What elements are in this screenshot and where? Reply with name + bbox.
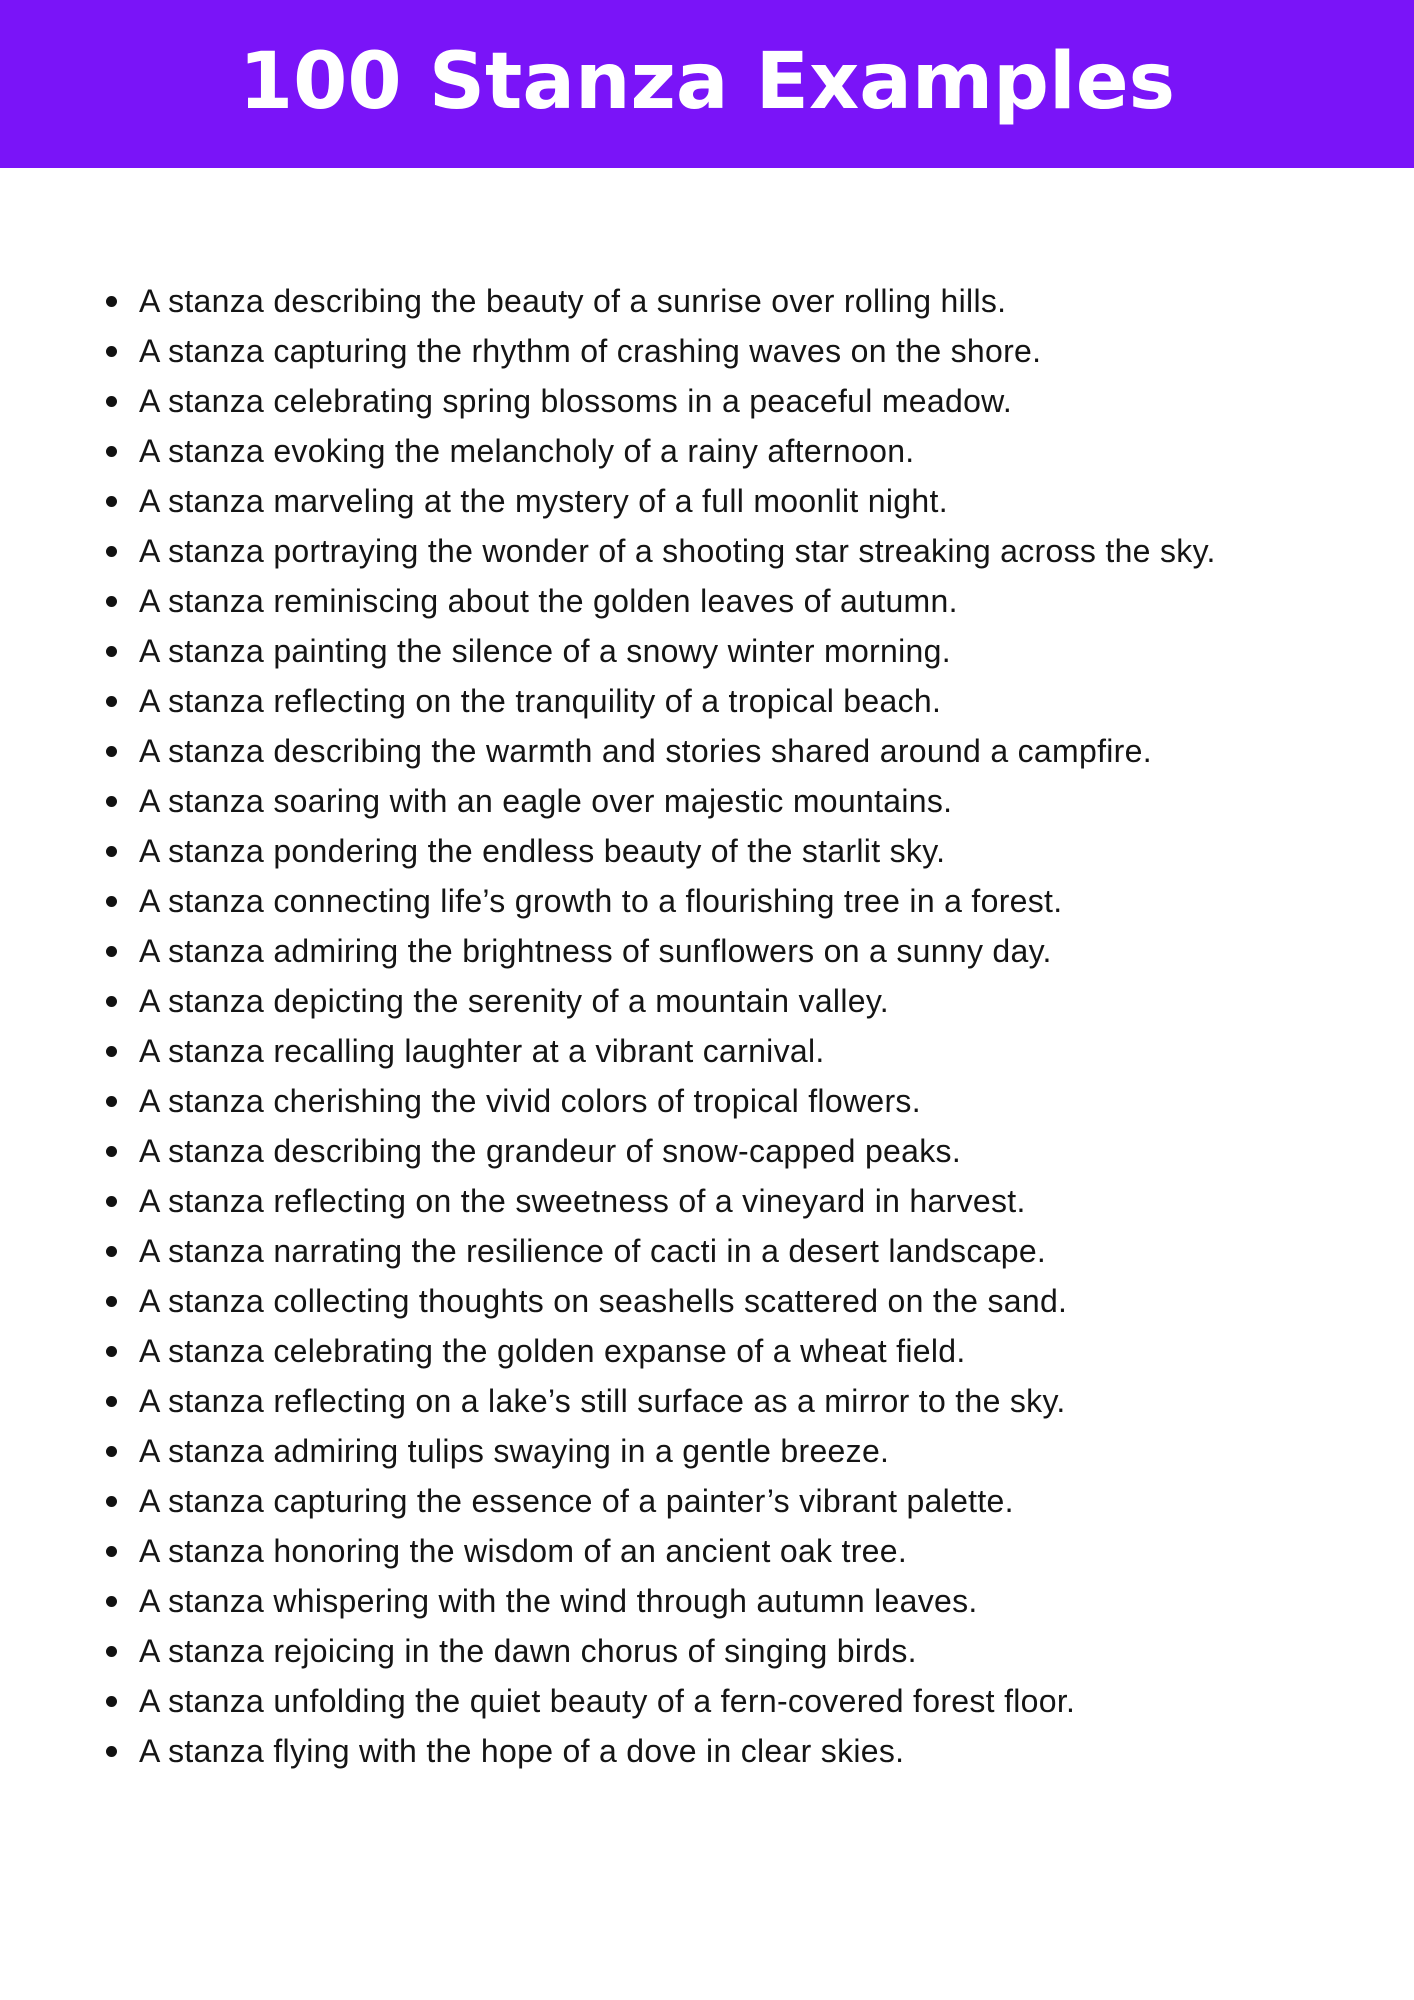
list-item-text: A stanza reminiscing about the golden leaves of autumn.	[139, 583, 958, 619]
bullet-icon	[106, 1646, 117, 1657]
list-item-text: A stanza flying with the hope of a dove in clear skies.	[139, 1733, 905, 1769]
list-item-text: A stanza narrating the resilience of cacti in a desert landscape.	[139, 1233, 1047, 1269]
bullet-icon	[106, 996, 117, 1007]
bullet-icon	[106, 1496, 117, 1507]
list-item	[0, 1726, 1414, 1776]
list-item-text: A stanza whispering with the wind through autumn leaves.	[139, 1583, 978, 1619]
bullet-icon	[106, 546, 117, 557]
list-item	[0, 1426, 1414, 1476]
list-item-text: A stanza celebrating spring blossoms in a peaceful meadow.	[139, 383, 1013, 419]
stanza-examples-list	[0, 276, 1414, 1776]
list-item-text: A stanza depicting the serenity of a mountain valley.	[139, 983, 889, 1019]
list-item-text: A stanza describing the beauty of a sunrise over rolling hills.	[139, 283, 1007, 319]
list-item-text: A stanza rejoicing in the dawn chorus of singing birds.	[139, 1633, 917, 1669]
list-item-text: A stanza soaring with an eagle over majestic mountains.	[139, 783, 953, 819]
list-item	[0, 776, 1414, 826]
bullet-icon	[106, 1396, 117, 1407]
list-item	[0, 326, 1414, 376]
list-item	[0, 376, 1414, 426]
bullet-icon	[106, 346, 117, 357]
bullet-icon	[106, 446, 117, 457]
bullet-icon	[106, 396, 117, 407]
bullet-icon	[106, 1296, 117, 1307]
bullet-icon	[106, 1046, 117, 1057]
bullet-icon	[106, 946, 117, 957]
bullet-icon	[106, 296, 117, 307]
bullet-icon	[106, 1196, 117, 1207]
list-item	[0, 1226, 1414, 1276]
list-item	[0, 1276, 1414, 1326]
list-item-text: A stanza admiring tulips swaying in a gentle breeze.	[139, 1433, 890, 1469]
list-item	[0, 926, 1414, 976]
bullet-icon	[106, 496, 117, 507]
list-item-text: A stanza pondering the endless beauty of the starlit sky.	[139, 833, 946, 869]
list-item	[0, 1076, 1414, 1126]
list-item-text: A stanza describing the warmth and stories shared around a campfire.	[139, 733, 1152, 769]
list-item-text: A stanza reflecting on the sweetness of a vineyard in harvest.	[139, 1183, 1026, 1219]
bullet-icon	[106, 696, 117, 707]
list-item	[0, 976, 1414, 1026]
bullet-icon	[106, 596, 117, 607]
list-item	[0, 1176, 1414, 1226]
list-item	[0, 1026, 1414, 1076]
list-item-text: A stanza celebrating the golden expanse of a wheat field.	[139, 1333, 966, 1369]
list-item	[0, 1326, 1414, 1376]
list-item	[0, 626, 1414, 676]
bullet-icon	[106, 1546, 117, 1557]
list-item-text: A stanza describing the grandeur of snow-capped peaks.	[139, 1133, 962, 1169]
list-item	[0, 726, 1414, 776]
list-item-text: A stanza cherishing the vivid colors of tropical flowers.	[139, 1083, 921, 1119]
list-item-text: A stanza painting the silence of a snowy winter morning.	[139, 633, 951, 669]
list-item	[0, 476, 1414, 526]
list-item	[0, 1376, 1414, 1426]
bullet-icon	[106, 646, 117, 657]
list-item-text: A stanza capturing the rhythm of crashing waves on the shore.	[139, 333, 1042, 369]
list-item-text: A stanza connecting life’s growth to a flourishing tree in a forest.	[139, 883, 1063, 919]
bullet-icon	[106, 1446, 117, 1457]
list-item-text: A stanza unfolding the quiet beauty of a fern-covered forest floor.	[139, 1683, 1076, 1719]
list-item	[0, 276, 1414, 326]
list-item-text: A stanza admiring the brightness of sunflowers on a sunny day.	[139, 933, 1052, 969]
bullet-icon	[106, 1746, 117, 1757]
list-item	[0, 1126, 1414, 1176]
list-item	[0, 676, 1414, 726]
page-title: 100 Stanza Examples	[238, 37, 1176, 127]
list-item-text: A stanza capturing the essence of a painter’s vibrant palette.	[139, 1483, 1014, 1519]
list-item	[0, 1676, 1414, 1726]
list-item	[0, 576, 1414, 626]
list-item-text: A stanza reflecting on a lake’s still surface as a mirror to the sky.	[139, 1383, 1066, 1419]
list-item	[0, 876, 1414, 926]
list-item	[0, 1576, 1414, 1626]
title-banner	[0, 0, 1414, 168]
bullet-icon	[106, 1246, 117, 1257]
list-item-text: A stanza portraying the wonder of a shooting star streaking across the sky.	[139, 533, 1216, 569]
bullet-icon	[106, 846, 117, 857]
list-item-text: A stanza recalling laughter at a vibrant carnival.	[139, 1033, 825, 1069]
list-item-text: A stanza reflecting on the tranquility of a tropical beach.	[139, 683, 942, 719]
list-item	[0, 1526, 1414, 1576]
list-item	[0, 1626, 1414, 1676]
bullet-icon	[106, 1696, 117, 1707]
list-item	[0, 526, 1414, 576]
list-item-text: A stanza evoking the melancholy of a rainy afternoon.	[139, 433, 915, 469]
list-item-text: A stanza honoring the wisdom of an ancient oak tree.	[139, 1533, 908, 1569]
bullet-icon	[106, 796, 117, 807]
bullet-icon	[106, 1146, 117, 1157]
list-item	[0, 1476, 1414, 1526]
bullet-icon	[106, 1596, 117, 1607]
bullet-icon	[106, 746, 117, 757]
list-item-text: A stanza collecting thoughts on seashells scattered on the sand.	[139, 1283, 1068, 1319]
list-item-text: A stanza marveling at the mystery of a full moonlit night.	[139, 483, 948, 519]
list-item	[0, 426, 1414, 476]
list-item	[0, 826, 1414, 876]
bullet-icon	[106, 1096, 117, 1107]
bullet-icon	[106, 1346, 117, 1357]
bullet-icon	[106, 896, 117, 907]
